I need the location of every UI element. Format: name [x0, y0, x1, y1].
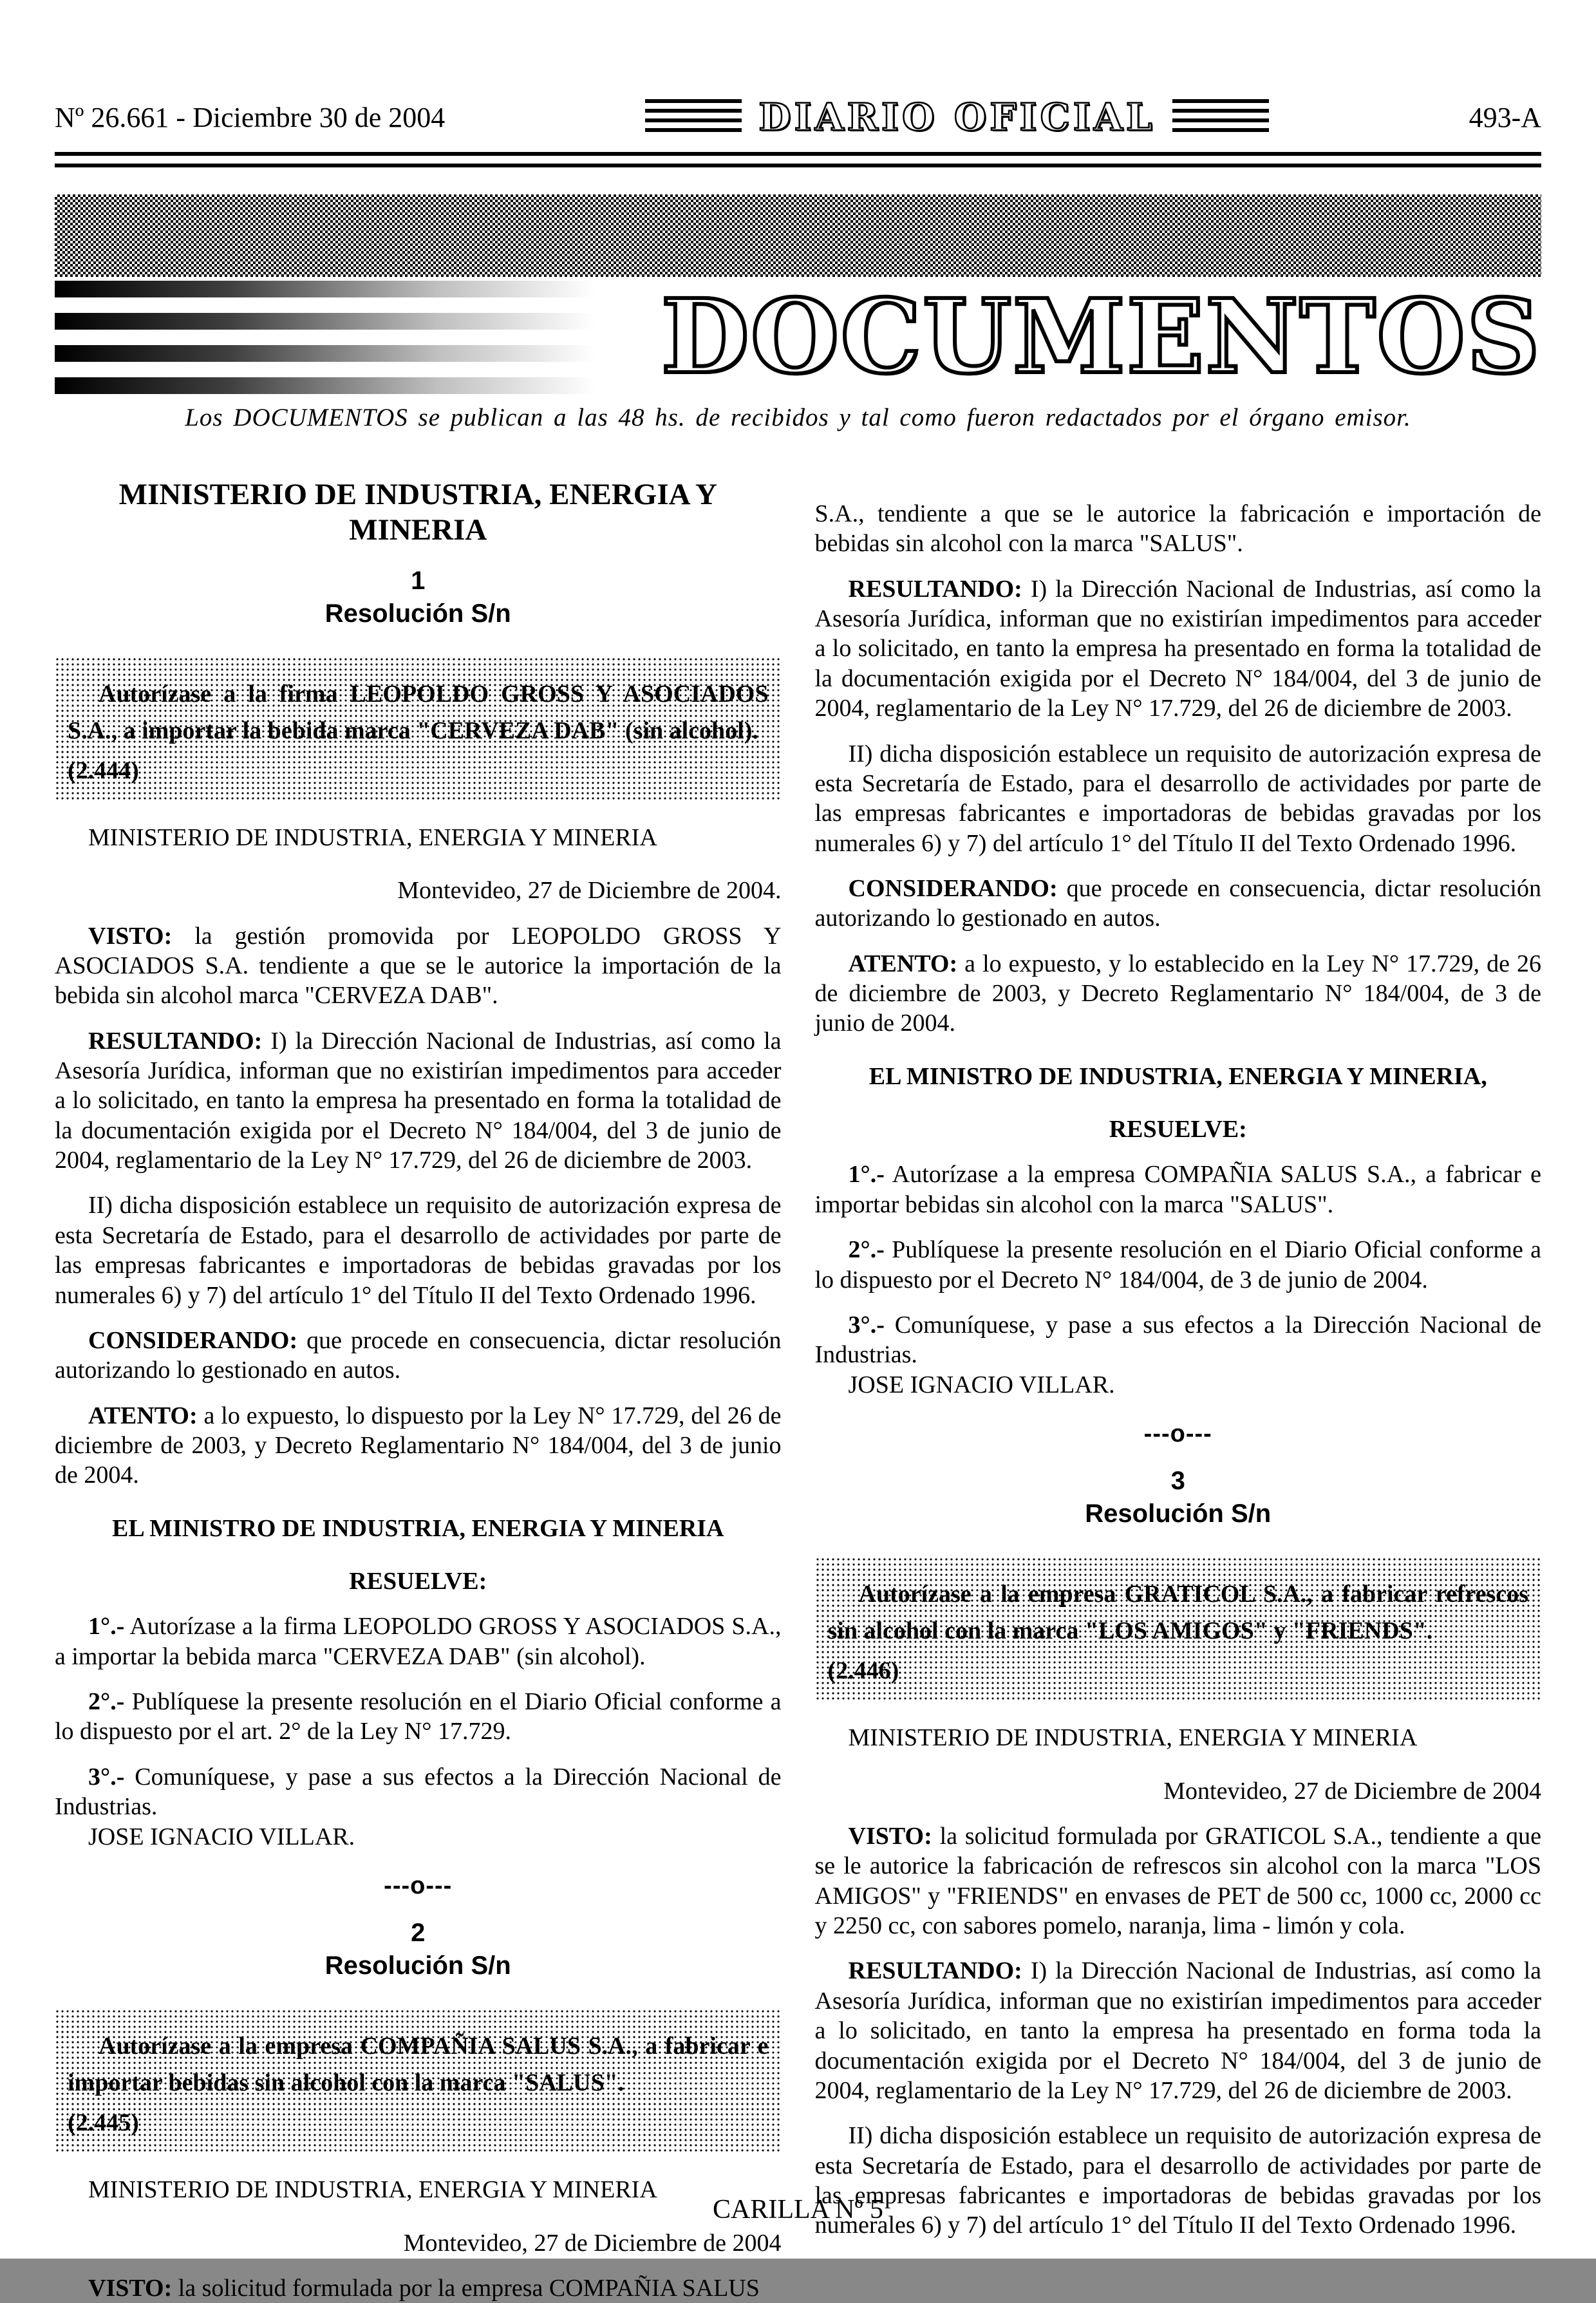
- banner-title: DOCUMENTOS: [661, 277, 1541, 397]
- paragraph-lead: ATENTO:: [848, 950, 958, 977]
- page-footer: CARILLA Nº 5: [712, 2195, 884, 2224]
- paragraph-lead: RESULTANDO:: [88, 1027, 263, 1055]
- paragraph-text: que procede en consecuencia, dictar resolución autorizando lo gestionado en autos.: [55, 1326, 782, 1384]
- resuelve-heading: RESUELVE:: [349, 1568, 487, 1595]
- paragraph-lead: 3°.-: [88, 1763, 125, 1791]
- fade-stripe: [55, 313, 642, 330]
- resuelve-heading: RESUELVE:: [1109, 1116, 1247, 1143]
- summary-ref: (2.446): [827, 1657, 899, 1684]
- hatch-right-icon: [1172, 99, 1269, 135]
- paragraph-text: II) dicha disposición establece un requisito de autorización expresa de esta Secretaría de Estado, para el desarrollo de actividades por parte de las empresas fabricantes e importadoras de bebidas gravadas por los numerales 6) y 7) del artículo 1° del Título II del Texto Ordenado 1996.: [55, 1192, 782, 1309]
- dateline: Montevideo, 27 de Diciembre de 2004: [1163, 1777, 1541, 1805]
- paragraph-text: I) la Dirección Nacional de Industrias, así como la Asesoría Jurídica, informan que no existirían impedimentos para acceder a lo solicitado, en tanto la empresa ha presentado en forma la totalidad de la documentación exigida por el Decreto N° 184/004, del 3 de junio de 2004, reglamentario de la Ley N° 17.729, del 26 de diciembre de 2003.: [814, 575, 1541, 722]
- resultando-paragraph: [55, 1026, 782, 1176]
- atento-paragraph: [55, 1401, 782, 1490]
- paragraph-lead: 2°.-: [88, 1688, 125, 1716]
- paragraph-text: la solicitud formulada por GRATICOL S.A., tendiente a que se le autorice la fabricación de refrescos sin alcohol con la marca "LOS AMIGOS" y "FRIENDS" en envases de PET de 500 cc, 1000 cc, 2000 cc y 2250 cc, con sabores pomelo, naranja, lima - limón y cola.: [814, 1823, 1541, 1940]
- minister-heading: EL MINISTRO DE INDUSTRIA, ENERGIA Y MINERIA,: [868, 1062, 1487, 1090]
- paragraph-lead: RESULTANDO:: [848, 1957, 1022, 1985]
- resolution-1-number: 1: [411, 566, 426, 595]
- right-column: [815, 477, 1542, 2303]
- atento-paragraph: [815, 949, 1542, 1039]
- section-separator: ---o---: [384, 1872, 453, 1899]
- minister-heading: EL MINISTRO DE INDUSTRIA, ENERGIA Y MINERIA: [111, 1514, 724, 1542]
- article-3-paragraph: [55, 1762, 782, 1822]
- paragraph-text: Comuníquese, y pase a sus efectos a la Dirección Nacional de Industrias.: [814, 1311, 1541, 1369]
- visto-paragraph: [55, 921, 782, 1011]
- banner-tagline: Los DOCUMENTOS se publican a las 48 hs. de recibidos y tal como fueron redactados por el órgano emisor.: [185, 404, 1411, 431]
- fade-stripe: [55, 345, 642, 362]
- paragraph-lead: CONSIDERANDO:: [848, 874, 1058, 902]
- paragraph-lead: VISTO:: [88, 2274, 173, 2302]
- dateline: Montevideo, 27 de Diciembre de 2004: [403, 2229, 782, 2257]
- org-line: MINISTERIO DE INDUSTRIA, ENERGIA Y MINERIA: [848, 1724, 1418, 1752]
- ministry-section-title: MINISTERIO DE INDUSTRIA, ENERGIA Y MINERIA: [118, 478, 717, 547]
- hatch-left-icon: [645, 99, 742, 135]
- summary-ref: (2.444): [68, 757, 139, 784]
- paragraph-text: a lo expuesto, lo dispuesto por la Ley N° 17.729, del 26 de diciembre de 2003, y Decreto Reglamentario N° 184/004, del 3 de junio de 2004.: [55, 1402, 782, 1489]
- paragraph-lead: CONSIDERANDO:: [88, 1326, 298, 1354]
- paragraph-text: II) dicha disposición establece un requisito de autorización expresa de esta Secretaría de Estado, para el desarrollo de actividades por parte de las empresas fabricantes e importadoras de bebidas gravadas por los numerales 6) y 7) del artículo 1° del Título II del Texto Ordenado 1996.: [814, 740, 1541, 857]
- header-rule: [55, 152, 1541, 167]
- considerando-paragraph: [815, 874, 1542, 934]
- resolution-1-kind: Resolución S/n: [324, 599, 511, 628]
- paragraph-text: Autorízase a la empresa COMPAÑIA SALUS S.A., a fabricar e importar bebidas sin alcohol con la marca "SALUS".: [814, 1161, 1541, 1218]
- paragraph-lead: 1°.-: [88, 1613, 125, 1640]
- paragraph-text: la solicitud formulada por la empresa COMPAÑIA SALUS: [172, 2274, 760, 2302]
- fade-stripes: [55, 281, 642, 394]
- paragraph-lead: 2°.-: [848, 1236, 885, 1264]
- continuation-paragraph: [815, 499, 1542, 559]
- summary-ref: (2.445): [68, 2109, 139, 2136]
- resolution-3-number: 3: [1170, 1467, 1185, 1496]
- article-1-paragraph: [55, 1612, 782, 1671]
- article-3-paragraph: [815, 1310, 1542, 1370]
- resolution-2-summary-box: [55, 2009, 782, 2153]
- paragraph-text: I) la Dirección Nacional de Industrias, así como la Asesoría Jurídica, informan que no existirían impedimentos para acceder a lo solicitado, en tanto la empresa ha presentado en forma la totalidad de la documentación exigida por el Decreto N° 184/004, del 3 de junio de 2004, reglamentario de la Ley N° 17.729, del 26 de diciembre de 2003.: [55, 1027, 782, 1174]
- org-line: MINISTERIO DE INDUSTRIA, ENERGIA Y MINERIA: [88, 2176, 657, 2204]
- resolution-1-summary-box: [55, 657, 782, 801]
- resolution-2-number: 2: [411, 1919, 426, 1948]
- paragraph-lead: ATENTO:: [88, 1402, 198, 1429]
- paragraph-text: Publíquese la presente resolución en el Diario Oficial conforme a lo dispuesto por el Decreto N° 184/004, de 3 de junio de 2004.: [814, 1236, 1541, 1293]
- paragraph-text: Publíquese la presente resolución en el Diario Oficial conforme a lo dispuesto por el art. 2° de la Ley N° 17.729.: [55, 1688, 782, 1745]
- paragraph-lead: 1°.-: [848, 1161, 885, 1189]
- paragraph-lead: VISTO:: [848, 1823, 932, 1850]
- masthead-title: DIARIO OFICIAL: [758, 95, 1156, 139]
- summary-text: Autorízase a la empresa COMPAÑIA SALUS S.A., a fabricar e importar bebidas sin alcohol con la marca "SALUS".: [68, 2032, 769, 2096]
- fade-stripe: [55, 377, 642, 394]
- masthead: [645, 95, 1268, 139]
- paragraph-lead: RESULTANDO:: [848, 575, 1022, 603]
- visto-paragraph: [55, 2273, 782, 2303]
- page-number: 493-A: [1469, 101, 1541, 133]
- summary-text: Autorízase a la empresa GRATICOL S.A., a fabricar refrescos sin alcohol con la marca "LOS AMIGOS" y "FRIENDS".: [827, 1580, 1528, 1644]
- content-columns: [55, 477, 1541, 2303]
- signature-line: JOSE IGNACIO VILLAR.: [88, 1823, 355, 1850]
- article-2-paragraph: [55, 1687, 782, 1747]
- documentos-banner: [55, 277, 1541, 397]
- org-line: MINISTERIO DE INDUSTRIA, ENERGIA Y MINERIA: [88, 823, 657, 851]
- paragraph-text: a lo expuesto, y lo establecido en la Ley N° 17.729, de 26 de diciembre de 2003, y Decreto Reglamentario N° 184/004, de 3 de junio de 2004.: [814, 950, 1541, 1037]
- paragraph-lead: VISTO:: [88, 922, 173, 950]
- issue-number: Nº 26.661 - Diciembre 30 de 2004: [55, 101, 446, 133]
- signature-line: JOSE IGNACIO VILLAR.: [848, 1371, 1115, 1398]
- resolution-3-summary-box: [815, 1557, 1542, 1701]
- resolution-2-kind: Resolución S/n: [324, 1951, 511, 1980]
- paragraph-text: que procede en consecuencia, dictar resolución autorizando lo gestionado en autos.: [814, 874, 1541, 932]
- paragraph-text: II) dicha disposición establece un requisito de autorización expresa de esta Secretaría de Estado, para el desarrollo de actividades por parte de las empresas fabricantes e importadoras de bebidas gravadas por los numerales 6) y 7) del artículo 1° del Título II del Texto Ordenado 1996.: [814, 2122, 1541, 2239]
- resolution-3-kind: Resolución S/n: [1085, 1499, 1272, 1528]
- paragraph-text: Comuníquese, y pase a sus efectos a la Dirección Nacional de Industrias.: [55, 1763, 782, 1821]
- dateline: Montevideo, 27 de Diciembre de 2004.: [397, 877, 782, 905]
- summary-text: Autorízase a la firma LEOPOLDO GROSS Y ASOCIADOS S.A., a importar la bebida marca "CERVEZA DAB" (sin alcohol).: [68, 680, 769, 744]
- resultando-paragraph: [815, 1956, 1542, 2105]
- item-2-paragraph: [55, 1190, 782, 1310]
- halftone-band: [55, 194, 1541, 277]
- left-column: [55, 477, 782, 2303]
- paragraph-text: S.A., tendiente a que se le autorice la fabricación e importación de bebidas sin alcohol con la marca "SALUS".: [814, 500, 1541, 558]
- article-2-paragraph: [815, 1235, 1542, 1295]
- page-header: [0, 0, 1596, 139]
- visto-paragraph: [815, 1821, 1542, 1941]
- resultando-paragraph: [815, 574, 1542, 724]
- paragraph-text: la gestión promovida por LEOPOLDO GROSS Y ASOCIADOS S.A. tendiente a que se le autorice la importación de la bebida sin alcohol marca "CERVEZA DAB".: [55, 922, 782, 1010]
- paragraph-lead: 3°.-: [848, 1311, 885, 1339]
- paragraph-text: Autorízase a la firma LEOPOLDO GROSS Y ASOCIADOS S.A., a importar la bebida marca "CERVEZA DAB" (sin alcohol).: [55, 1613, 782, 1670]
- considerando-paragraph: [55, 1326, 782, 1386]
- item-2-paragraph: [815, 739, 1542, 858]
- fade-stripe: [55, 281, 642, 297]
- paragraph-text: I) la Dirección Nacional de Industrias, así como la Asesoría Jurídica, informan que no existirían impedimentos para acceder a lo solicitado, en tanto la empresa ha presentado en forma toda la documentación exigida por el Decreto N° 184/004, del 3 de junio de 2004, reglamentario de la Ley N° 17.729, del 26 de diciembre de 2003.: [814, 1957, 1541, 2104]
- article-1-paragraph: [815, 1160, 1542, 1219]
- section-separator: ---o---: [1143, 1420, 1212, 1447]
